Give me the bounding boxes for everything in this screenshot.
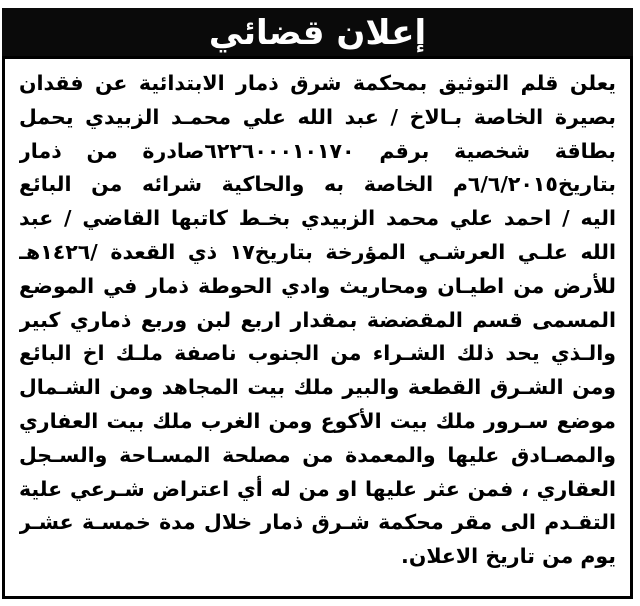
notice-line-final: يوم من تاريخ الاعلان. (401, 544, 616, 569)
notice-title: إعلان قضائي (208, 13, 427, 53)
notice-line: بصيرة الخاصة بـالاخ / عبد الله علي محمـد الزبيدي يحمل (19, 104, 616, 129)
notice-title-banner (2, 8, 633, 58)
notice-line: التقـدم الى مقر محكمة شـرق ذمار خلال مدة خمسـة عشـر (19, 510, 616, 535)
notice-body (19, 67, 616, 574)
notice-line: المسمى قسم المقضضة بمقدار اربع لبن وربع ذماري كبير (19, 307, 616, 332)
notice-line: الله علـي العرشـي المؤرخة بتاريخ١٧ ذي القعدة /١٤٢٦هـ (19, 239, 616, 264)
notice-line: والمصـادق عليها والمعمدة من مصلحة المسـاحة والسـجل (19, 442, 616, 467)
notice-line: بتاريخ٦/٦/٢٠١٥م الخاصة به والحاكية شرائه من البائع (19, 172, 616, 197)
notice-line: يعلن قلم التوثيق بمحكمة شرق ذمار الابتدائية عن فقدان (19, 71, 616, 95)
notice-frame (2, 56, 633, 599)
notice-line: والـذي يحد ذلك الشـراء من الجنوب ناصفة ملـك اخ البائع (19, 341, 616, 366)
notice-line: موضع سـرور ملك بيت الأكوع ومن الغرب ملك بيت العفاري (19, 408, 616, 433)
notice-line: ومن الشـرق القطعة والبير ملك بيت المجاهد ومن الشـمال (19, 375, 616, 400)
notice-line: العقاري ، فمن عثر عليها او من له أي اعتراض شـرعي علية (19, 476, 616, 501)
notice-line: للأرض من اطيـان ومحاريث وادي الحوطة ذمار في الموضع (19, 273, 616, 298)
notice-line: اليه / احمد علي محمد الزبيدي بخـط كاتبها القاضي / عبد (19, 206, 616, 231)
notice-line: بطاقة شخصية برقم ٦٢٢٦٠٠٠١٠١٧٠صادرة من ذمار (19, 138, 616, 163)
